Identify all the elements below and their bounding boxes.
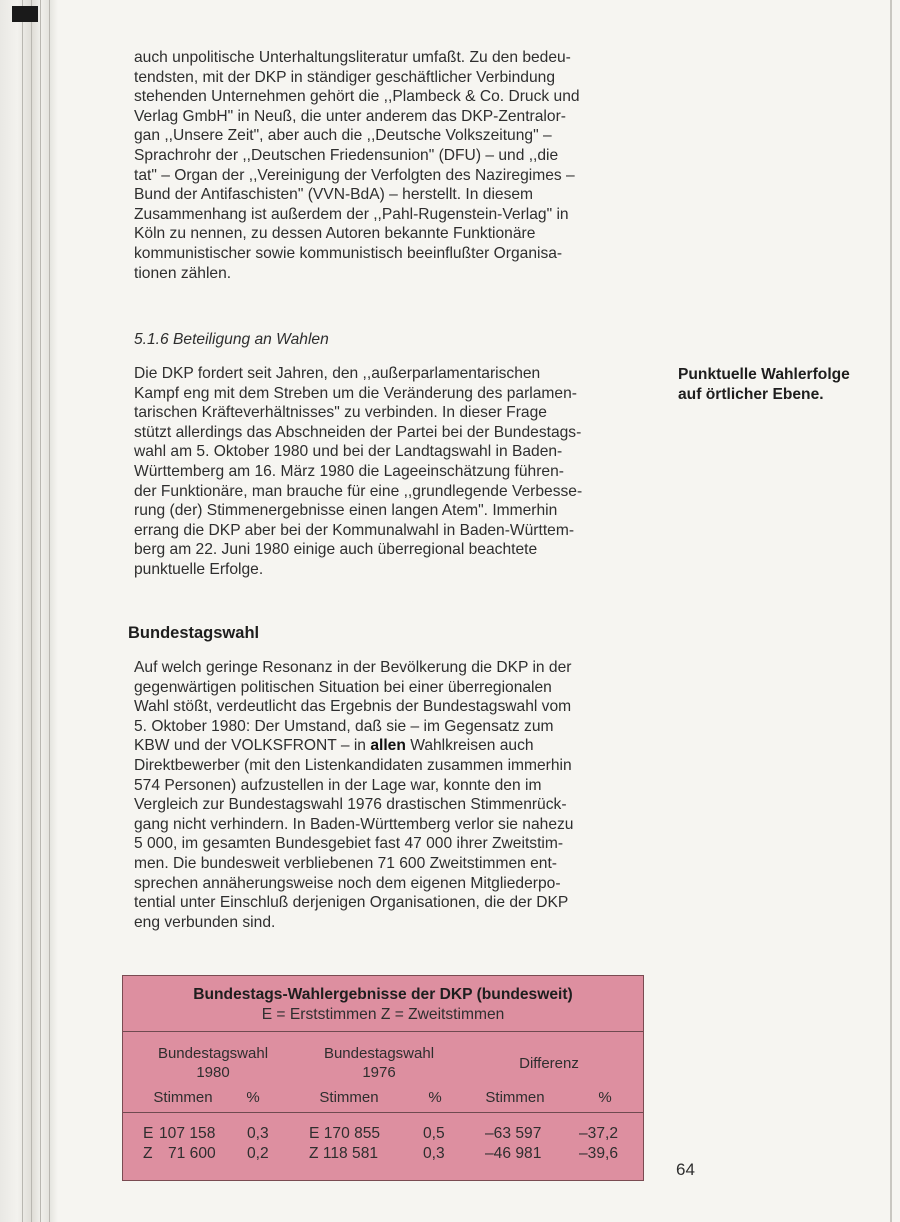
header-line: 1976: [362, 1064, 396, 1081]
row-label: E: [143, 1125, 154, 1142]
text-line: 5. Oktober 1980: Der Umstand, daß sie – im Gegensatz zum: [134, 717, 554, 735]
text-line: Wahl stößt, verdeutlicht das Ergebnis der Bundestagswahl vom: [134, 698, 572, 716]
text-line: men. Die bundesweit verbliebenen 71 600 Zweitstimmen ent-: [134, 854, 557, 872]
text-line: 5 000, im gesamten Bundesgebiet fast 47 000 ihrer Zweitstim-: [134, 835, 564, 853]
text-line: rung (der) Stimmenergebnisse einen langen Atem". Immerhin: [134, 502, 558, 520]
header-group-differenz: Differenz: [519, 1055, 579, 1072]
text-line: stützt allerdings das Abschneiden der Partei bei der Bundestags-: [134, 423, 582, 441]
text-line: [134, 736, 654, 756]
page-binding-edge: [0, 0, 58, 1222]
table-divider: [123, 1112, 643, 1113]
text-line: Die DKP fordert seit Jahren, den ,,außerparlamentarischen: [134, 365, 541, 382]
text-line: errang die DKP aber bei der Kommunalwahl in Baden-Württem-: [134, 521, 575, 539]
text-line: berg am 22. Juni 1980 einige auch überregional beachtete: [134, 541, 538, 559]
margin-note-line: Punktuelle Wahlerfolge: [678, 366, 850, 383]
text-line: 574 Personen) aufzustellen in der Lage war, konnte den im: [134, 776, 542, 794]
paragraph-intro: [134, 48, 654, 283]
text-line: Vergleich zur Bundestagswahl 1976 drastischen Stimmenrück-: [134, 796, 567, 814]
scan-corner-mark: [12, 6, 38, 22]
text-line: Bund der Antifaschisten" (VVN-BdA) – herstellt. In diesem: [134, 186, 534, 204]
text-line: auch unpolitische Unterhaltungsliteratur umfaßt. Zu den bedeu-: [134, 49, 571, 66]
header-group-1980: [143, 1044, 283, 1082]
header-percent: %: [428, 1089, 442, 1106]
margin-note: [678, 365, 868, 404]
text-line: punktuelle Erfolge.: [134, 560, 264, 578]
cell-percent-1976: 0,3: [423, 1145, 445, 1162]
text-line: gegenwärtigen politischen Situation bei einer überregionalen: [134, 678, 552, 696]
cell-votes-1980: 71 600: [168, 1145, 216, 1162]
header-percent: %: [246, 1089, 260, 1106]
subsection-heading: Bundestagswahl: [128, 624, 260, 642]
page-right-edge: [890, 0, 892, 1222]
cell-diff-percent: –37,2: [579, 1125, 619, 1142]
text-line: gang nicht verhindern. In Baden-Württemberg verlor sie nahezu: [134, 815, 574, 833]
text-span: KBW und der VOLKSFRONT – in: [134, 737, 371, 755]
table-subtitle: E = Erststimmen Z = Zweitstimmen: [261, 1006, 505, 1023]
text-line: tential unter Einschluß derjenigen Organisationen, die der DKP: [134, 894, 569, 912]
text-line: Auf welch geringe Resonanz in der Bevölkerung die DKP in der: [134, 659, 572, 676]
text-line: wahl am 5. Oktober 1980 und bei der Landtagswahl in Baden-: [134, 443, 563, 461]
header-line: Bundestagswahl: [157, 1045, 269, 1062]
text-line: tarischen Kräfteverhältnisses" zu verbinden. In dieser Frage: [134, 404, 547, 422]
header-stimmen: Stimmen: [153, 1089, 213, 1106]
results-table: [122, 975, 644, 1181]
header-line: 1980: [196, 1064, 230, 1081]
text-line: eng verbunden sind.: [134, 913, 276, 931]
cell-diff-votes: –63 597: [485, 1125, 542, 1142]
text-line: Zusammenhang ist außerdem der ,,Pahl-Rugenstein-Verlag" in: [134, 205, 569, 223]
cell-votes-1976: E 170 855: [309, 1125, 381, 1142]
table-title: Bundestags-Wahlergebnisse der DKP (bundesweit): [193, 986, 573, 1003]
cell-percent-1980: 0,2: [247, 1145, 269, 1162]
paragraph-bundestagswahl: [134, 658, 654, 932]
text-line: stehenden Unternehmen gehört die ,,Plambeck & Co. Druck und: [134, 88, 580, 106]
page-number: 64: [676, 1160, 695, 1179]
text-line: sprechen annäherungsweise noch dem eigenen Mitgliederpo-: [134, 874, 561, 892]
text-line: gan ,,Unsere Zeit", aber auch die ,,Deutsche Volkszeitung" –: [134, 127, 552, 145]
row-label: Z: [143, 1145, 153, 1162]
text-line: Verlag GmbH" in Neuß, die unter anderem das DKP-Zentralor-: [134, 107, 566, 125]
text-line: Kampf eng mit dem Streben um die Veränderung des parlamen-: [134, 384, 577, 402]
header-stimmen: Stimmen: [485, 1089, 545, 1106]
cell-votes-1980: 107 158: [159, 1125, 216, 1142]
text-line: tionen zählen.: [134, 264, 232, 282]
header-line: Bundestagswahl: [323, 1045, 435, 1062]
text-line: tat" – Organ der ,,Vereinigung der Verfolgten des Naziregimes –: [134, 166, 575, 184]
text-line: tendsten, mit der DKP in ständiger geschäftlicher Verbindung: [134, 68, 555, 86]
emphasis-word: allen: [370, 737, 406, 755]
cell-diff-percent: –39,6: [579, 1145, 619, 1162]
text-line: Köln zu nennen, zu dessen Autoren bekannte Funktionäre: [134, 225, 536, 243]
text-line: Württemberg am 16. März 1980 die Lageeinschätzung führen-: [134, 462, 564, 480]
text-line: Sprachrohr der ,,Deutschen Friedensunion" (DFU) – und ,,die: [134, 146, 559, 164]
section-heading: 5.1.6 Beteiligung an Wahlen: [134, 331, 329, 348]
text-span: Wahlkreisen auch: [405, 737, 534, 755]
header-stimmen: Stimmen: [319, 1089, 379, 1106]
paragraph-wahlen: [134, 364, 654, 580]
cell-votes-1976: Z 118 581: [309, 1145, 379, 1162]
text-line: der Funktionäre, man brauche für eine ,,grundlegende Verbesse-: [134, 482, 583, 500]
text-line: Direktbewerber (mit den Listenkandidaten zusammen immerhin: [134, 756, 572, 774]
table-divider: [123, 1031, 643, 1032]
cell-diff-votes: –46 981: [485, 1145, 542, 1162]
header-percent: %: [598, 1089, 612, 1106]
margin-note-line: auf örtlicher Ebene.: [678, 385, 824, 403]
cell-percent-1976: 0,5: [423, 1125, 445, 1142]
header-group-1976: [309, 1044, 449, 1082]
cell-percent-1980: 0,3: [247, 1125, 269, 1142]
text-line: kommunistischer sowie kommunistisch beeinflußter Organisa-: [134, 244, 563, 262]
